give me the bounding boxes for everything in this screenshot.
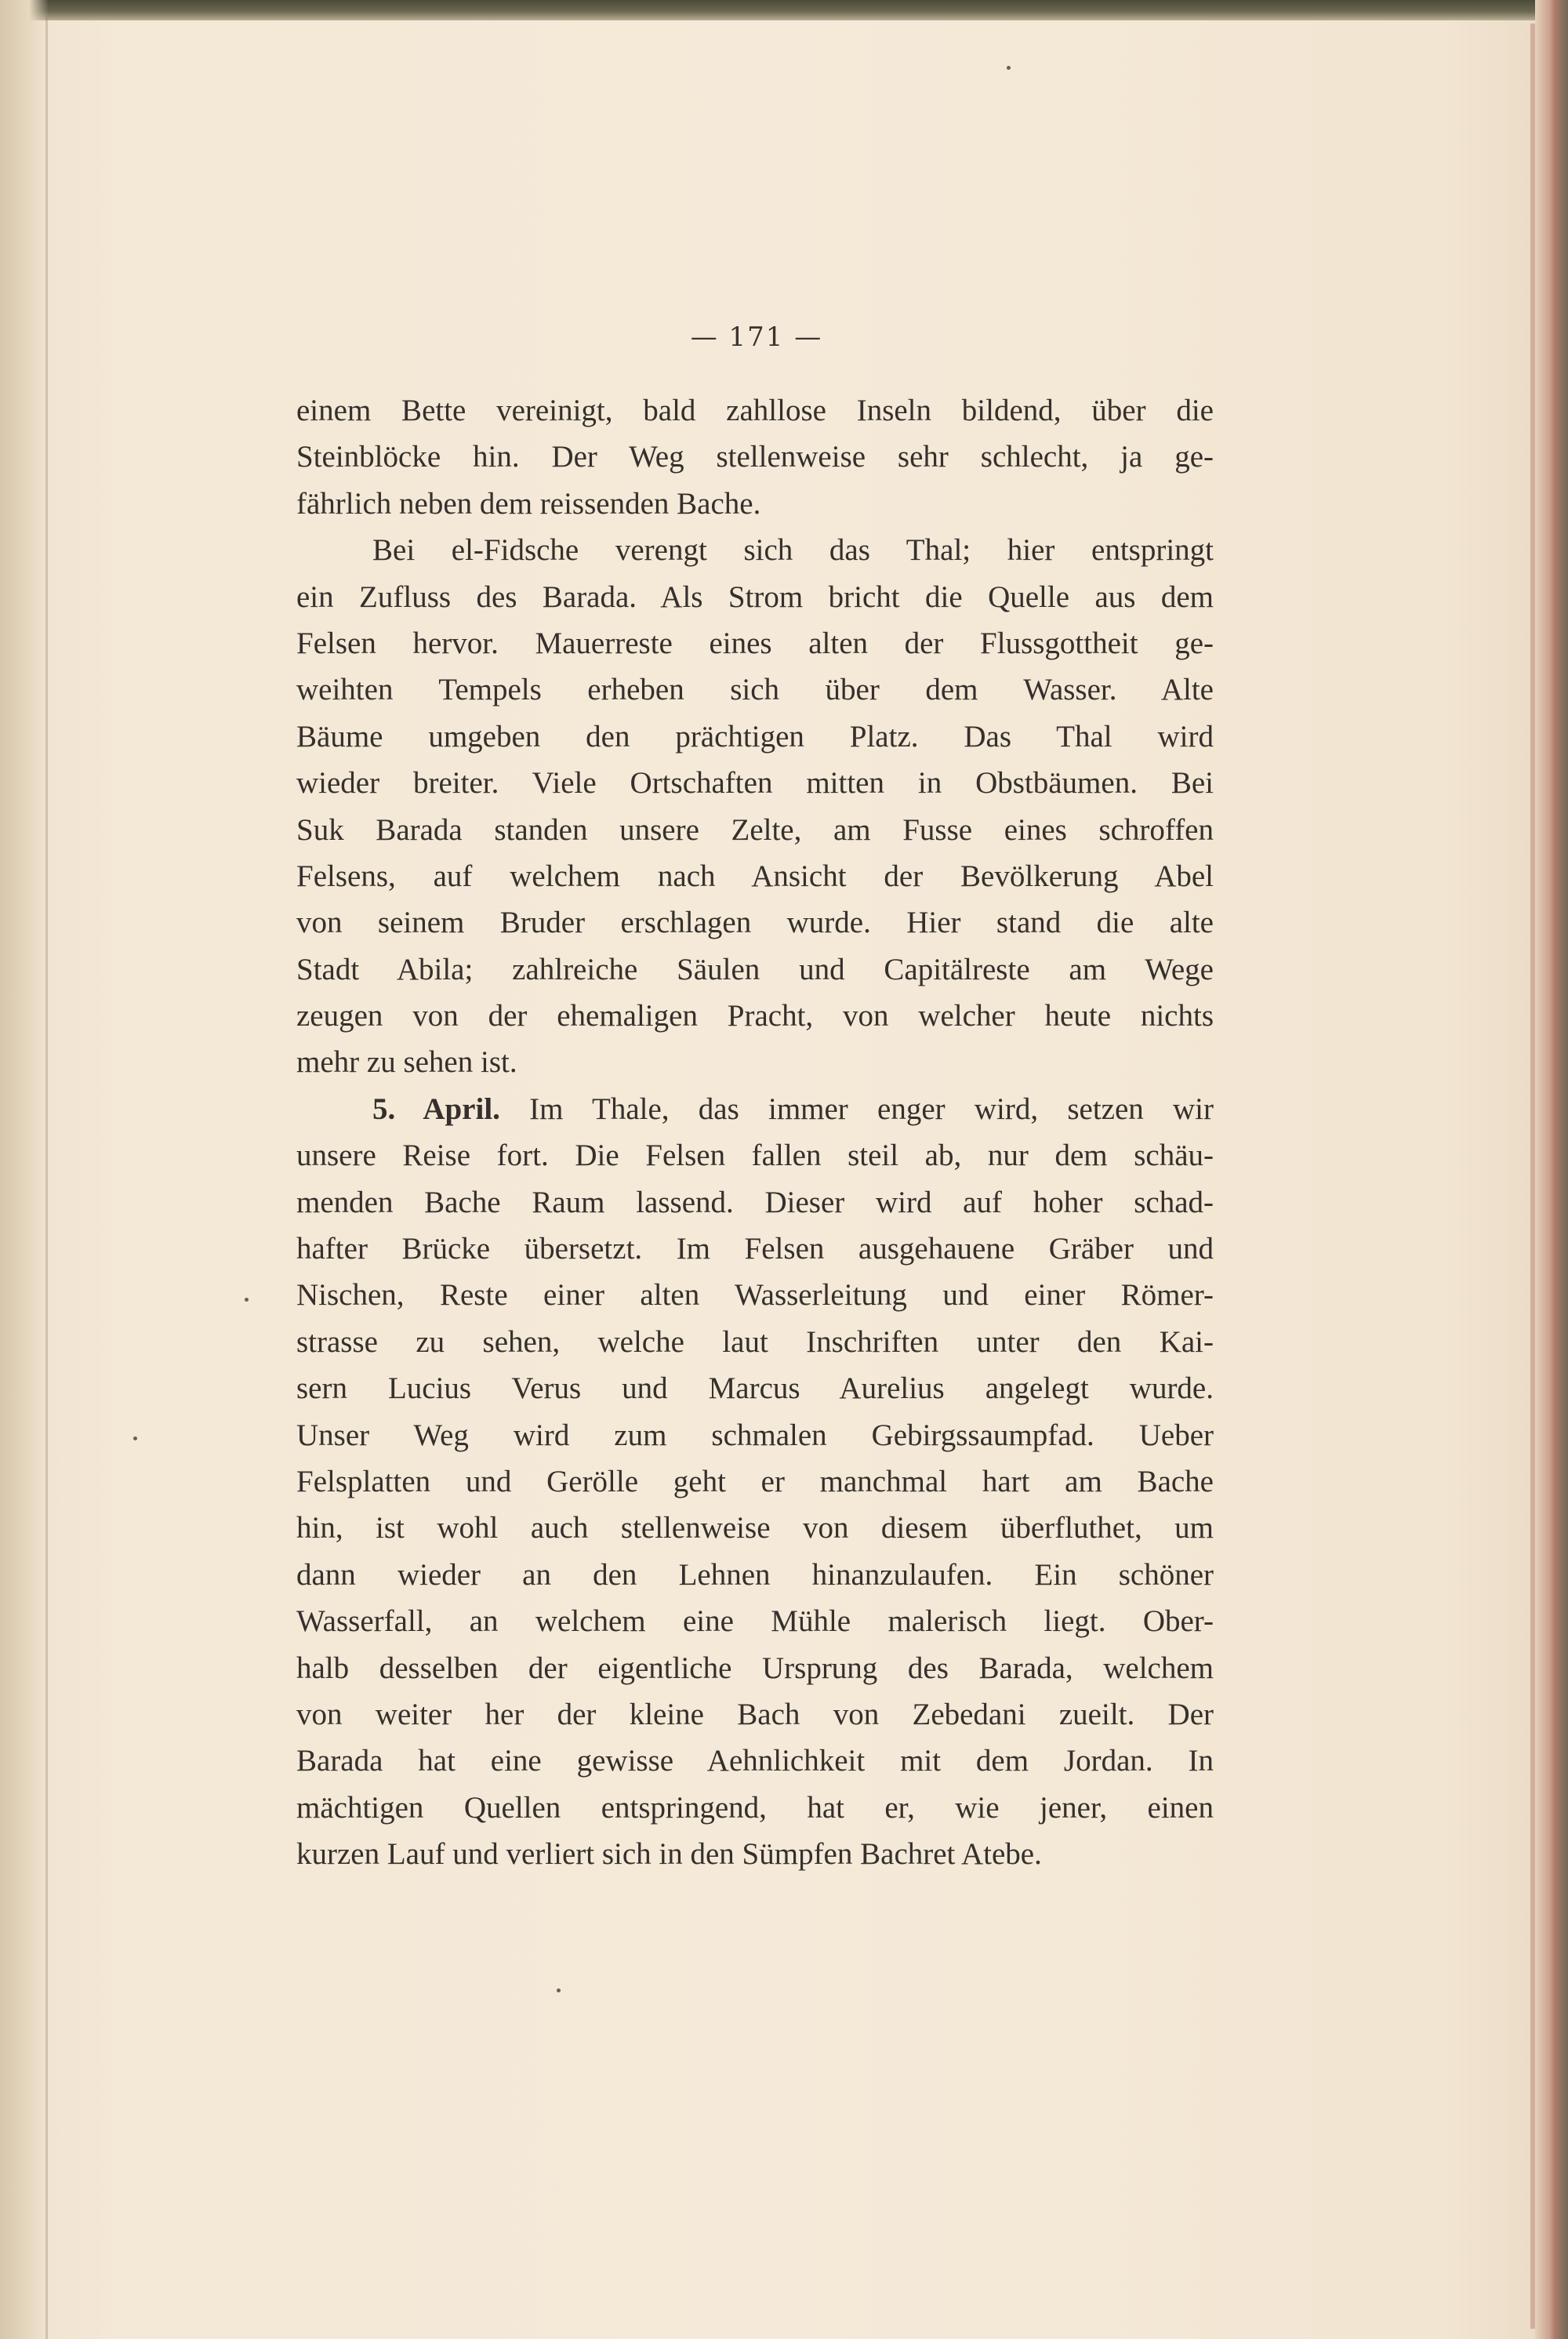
text-line: ein Zufluss des Barada. Als Strom bricht die Quelle aus dem bbox=[296, 579, 1214, 614]
text-line: Nischen, Reste einer alten Wasserleitung und einer Römer- bbox=[296, 1278, 1214, 1313]
paper-speck bbox=[1007, 66, 1011, 70]
text-line: einem Bette vereinigt, bald zahllose Inseln bildend, über die bbox=[296, 394, 1214, 427]
text-line: Steinblöcke hin. Der Weg stellenweise sehr schlecht, ja ge- bbox=[296, 440, 1214, 474]
text-line: Wasserfall, an welchem eine Mühle malerisch liegt. Ober- bbox=[296, 1604, 1214, 1639]
text-line: hafter Brücke übersetzt. Im Felsen ausgehauene Gräber und bbox=[296, 1232, 1214, 1266]
right-page-edge bbox=[1535, 0, 1568, 2339]
text-line: Unser Weg wird zum schmalen Gebirgssaumpfad. Ueber bbox=[296, 1418, 1214, 1452]
entry-date: 5. April. bbox=[372, 1091, 500, 1126]
text-line: Felsens, auf welchem nach Ansicht der Bevölkerung Abel bbox=[296, 859, 1214, 893]
text-line: Felsplatten und Gerölle geht er manchmal hart am Bache bbox=[296, 1464, 1214, 1498]
top-binding-edge bbox=[0, 0, 1568, 20]
text-line: kurzen Lauf und verliert sich in den Sümpfen Bachret Atebe. bbox=[296, 1837, 1042, 1872]
text-line: Bäume umgeben den prächtigen Platz. Das Thal wird bbox=[296, 719, 1214, 754]
text-line: sern Lucius Verus und Marcus Aurelius angelegt wurde. bbox=[296, 1371, 1214, 1406]
text-line: unsere Reise fort. Die Felsen fallen steil ab, nur dem schäu- bbox=[296, 1139, 1214, 1173]
text-line: hin, ist wohl auch stellenweise von diesem überfluthet, um bbox=[296, 1511, 1214, 1545]
body-text bbox=[296, 387, 1214, 1878]
text-line-rest: Im Thale, das immer enger wird, setzen wir bbox=[499, 1091, 1214, 1126]
text-line-dated bbox=[296, 1086, 1214, 1132]
text-line: strasse zu sehen, welche laut Inschriften unter den Kai- bbox=[296, 1324, 1214, 1359]
text-line: mehr zu sehen ist. bbox=[296, 1045, 517, 1080]
text-line: wieder breiter. Viele Ortschaften mitten in Obstbäumen. Bei bbox=[296, 766, 1214, 801]
text-line: menden Bache Raum lassend. Dieser wird auf hoher schad- bbox=[296, 1185, 1214, 1219]
text-line: Stadt Abila; zahlreiche Säulen und Capitälreste am Wege bbox=[296, 952, 1214, 986]
text-line: fährlich neben dem reissenden Bache. bbox=[296, 486, 761, 521]
text-line: Felsen hervor. Mauerreste eines alten der Flussgottheit ge- bbox=[296, 626, 1214, 660]
text-line: weihten Tempels erheben sich über dem Wasser. Alte bbox=[296, 673, 1214, 707]
text-line: Suk Barada standen unsere Zelte, am Fusse eines schroffen bbox=[296, 812, 1214, 847]
paper-speck bbox=[133, 1436, 137, 1440]
text-line: von weiter her der kleine Bach von Zebedani zueilt. Der bbox=[296, 1697, 1214, 1731]
page-number: — 171 — bbox=[690, 321, 823, 353]
text-line: Bei el-Fidsche verengt sich das Thal; hier entspringt bbox=[372, 533, 1214, 568]
text-line: von seinem Bruder erschlagen wurde. Hier stand die alte bbox=[296, 906, 1214, 940]
gutter-line bbox=[45, 16, 48, 2339]
paper-speck bbox=[557, 1989, 561, 1992]
text-line: zeugen von der ehemaligen Pracht, von welcher heute nichts bbox=[296, 999, 1214, 1033]
text-line: Barada hat eine gewisse Aehnlichkeit mit dem Jordan. In bbox=[296, 1744, 1214, 1778]
text-line: mächtigen Quellen entspringend, hat er, wie jener, einen bbox=[296, 1790, 1214, 1825]
paper-speck bbox=[245, 1298, 249, 1302]
text-line: dann wieder an den Lehnen hinanzulaufen. Ein schöner bbox=[296, 1557, 1214, 1592]
text-line: halb desselben der eigentliche Ursprung des Barada, welchem bbox=[296, 1651, 1214, 1685]
